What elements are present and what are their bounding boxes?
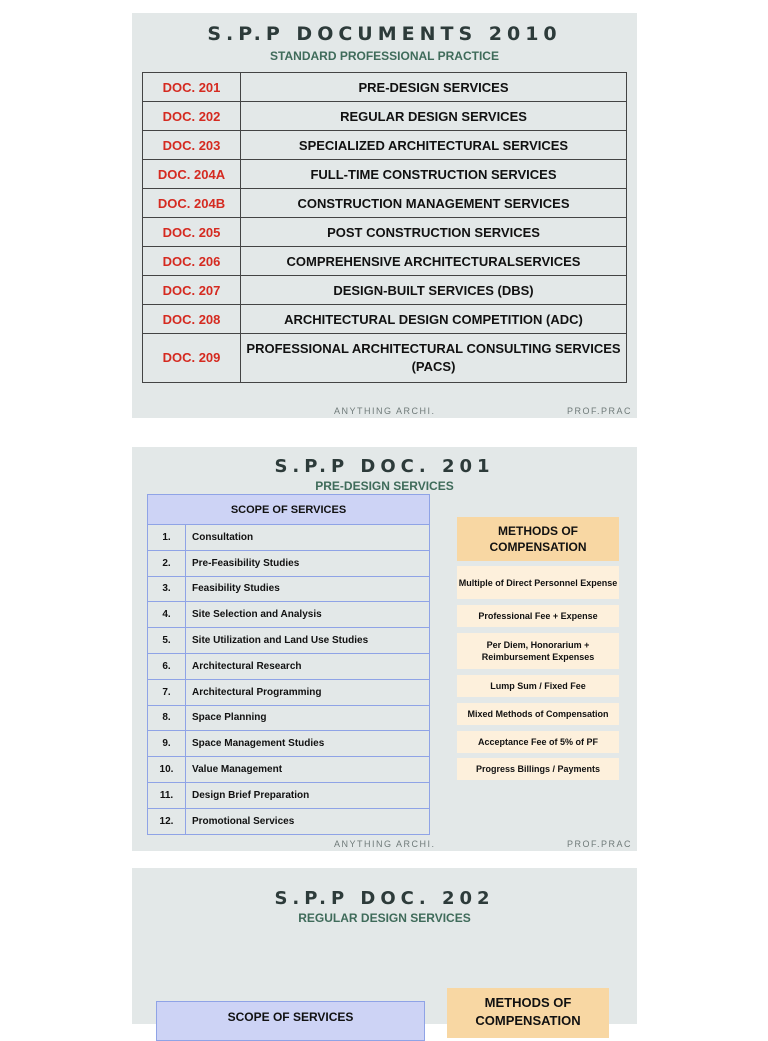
compensation-method: Multiple of Direct Personnel Expense — [457, 566, 619, 599]
doc-name: REGULAR DESIGN SERVICES — [241, 102, 627, 131]
doc-code: DOC. 204B — [143, 189, 241, 218]
table-row — [143, 334, 627, 383]
card-subtitle: REGULAR DESIGN SERVICES — [298, 911, 471, 925]
scope-number: 8. — [148, 705, 186, 731]
scope-number: 1. — [148, 525, 186, 551]
footer-right: PROF.PRAC — [566, 839, 632, 849]
table-row — [143, 247, 627, 276]
scope-item: Pre-Feasibility Studies — [186, 550, 430, 576]
scope-number: 2. — [148, 550, 186, 576]
compensation-method: Professional Fee + Expense — [457, 605, 619, 627]
compensation-method: Per Diem, Honorarium + Reimbursement Expenses — [457, 633, 619, 669]
documents-table — [142, 72, 627, 383]
card-subtitle: PRE-DESIGN SERVICES — [315, 479, 454, 493]
card-title: S.P.P DOC. 201 — [274, 456, 495, 477]
scope-row — [148, 731, 430, 757]
card-subtitle: STANDARD PROFESSIONAL PRACTICE — [270, 49, 499, 63]
doc-code: DOC. 209 — [143, 334, 241, 383]
scope-number: 5. — [148, 628, 186, 654]
scope-row — [148, 782, 430, 808]
scope-number: 11. — [148, 782, 186, 808]
doc-code: DOC. 202 — [143, 102, 241, 131]
doc-code: DOC. 205 — [143, 218, 241, 247]
table-row — [143, 73, 627, 102]
doc-name: CONSTRUCTION MANAGEMENT SERVICES — [241, 189, 627, 218]
scope-item: Architectural Research — [186, 653, 430, 679]
compensation-method: Progress Billings / Payments — [457, 758, 619, 780]
scope-row — [148, 808, 430, 834]
footer-left: ANYTHING ARCHI. — [334, 406, 436, 416]
scope-row — [148, 525, 430, 551]
table-row — [143, 305, 627, 334]
scope-header: SCOPE OF SERVICES — [148, 495, 430, 525]
scope-row — [148, 576, 430, 602]
scope-number: 4. — [148, 602, 186, 628]
doc-name: POST CONSTRUCTION SERVICES — [241, 218, 627, 247]
scope-item: Site Utilization and Land Use Studies — [186, 628, 430, 654]
scope-item: Architectural Programming — [186, 679, 430, 705]
scope-number: 12. — [148, 808, 186, 834]
scope-item: Site Selection and Analysis — [186, 602, 430, 628]
scope-row — [148, 602, 430, 628]
scope-row — [148, 679, 430, 705]
scope-item: Space Management Studies — [186, 731, 430, 757]
scope-number: 6. — [148, 653, 186, 679]
table-row — [143, 189, 627, 218]
compensation-method: Acceptance Fee of 5% of PF — [457, 731, 619, 753]
card-title: S.P.P DOCUMENTS 2010 — [207, 23, 562, 45]
spp-documents-card — [132, 13, 637, 418]
footer-right: PROF.PRAC — [566, 406, 632, 416]
scope-row — [148, 550, 430, 576]
scope-of-services-table — [147, 494, 430, 835]
table-row — [143, 218, 627, 247]
scope-number: 9. — [148, 731, 186, 757]
doc-code: DOC. 208 — [143, 305, 241, 334]
scope-row — [148, 757, 430, 783]
table-row — [143, 131, 627, 160]
doc-name: COMPREHENSIVE ARCHITECTURALSERVICES — [241, 247, 627, 276]
footer-left: ANYTHING ARCHI. — [334, 839, 436, 849]
table-row — [143, 160, 627, 189]
scope-item: Feasibility Studies — [186, 576, 430, 602]
scope-item: Consultation — [186, 525, 430, 551]
methods-of-compensation-header: METHODS OF COMPENSATION — [457, 517, 619, 561]
scope-item: Design Brief Preparation — [186, 782, 430, 808]
doc-code: DOC. 203 — [143, 131, 241, 160]
table-row — [143, 102, 627, 131]
scope-row — [148, 628, 430, 654]
doc-name: ARCHITECTURAL DESIGN COMPETITION (ADC) — [241, 305, 627, 334]
scope-item: Promotional Services — [186, 808, 430, 834]
doc-name: PROFESSIONAL ARCHITECTURAL CONSULTING SERVICES (PACS) — [241, 334, 627, 383]
compensation-method: Mixed Methods of Compensation — [457, 703, 619, 725]
doc-code: DOC. 206 — [143, 247, 241, 276]
doc-name: FULL-TIME CONSTRUCTION SERVICES — [241, 160, 627, 189]
methods-of-compensation-header: METHODS OF COMPENSATION — [447, 988, 609, 1038]
scope-item: Value Management — [186, 757, 430, 783]
table-row — [143, 276, 627, 305]
scope-row — [148, 653, 430, 679]
doc-code: DOC. 201 — [143, 73, 241, 102]
card-title: S.P.P DOC. 202 — [274, 888, 495, 909]
spp-doc-202-card — [132, 868, 637, 1028]
scope-number: 7. — [148, 679, 186, 705]
doc-name: DESIGN-BUILT SERVICES (DBS) — [241, 276, 627, 305]
doc-code: DOC. 207 — [143, 276, 241, 305]
scope-header: SCOPE OF SERVICES — [156, 1001, 425, 1041]
scope-number: 3. — [148, 576, 186, 602]
scope-row — [148, 705, 430, 731]
scope-item: Space Planning — [186, 705, 430, 731]
spp-doc-201-card — [132, 447, 637, 851]
doc-name: PRE-DESIGN SERVICES — [241, 73, 627, 102]
scope-number: 10. — [148, 757, 186, 783]
doc-code: DOC. 204A — [143, 160, 241, 189]
doc-name: SPECIALIZED ARCHITECTURAL SERVICES — [241, 131, 627, 160]
compensation-method: Lump Sum / Fixed Fee — [457, 675, 619, 697]
